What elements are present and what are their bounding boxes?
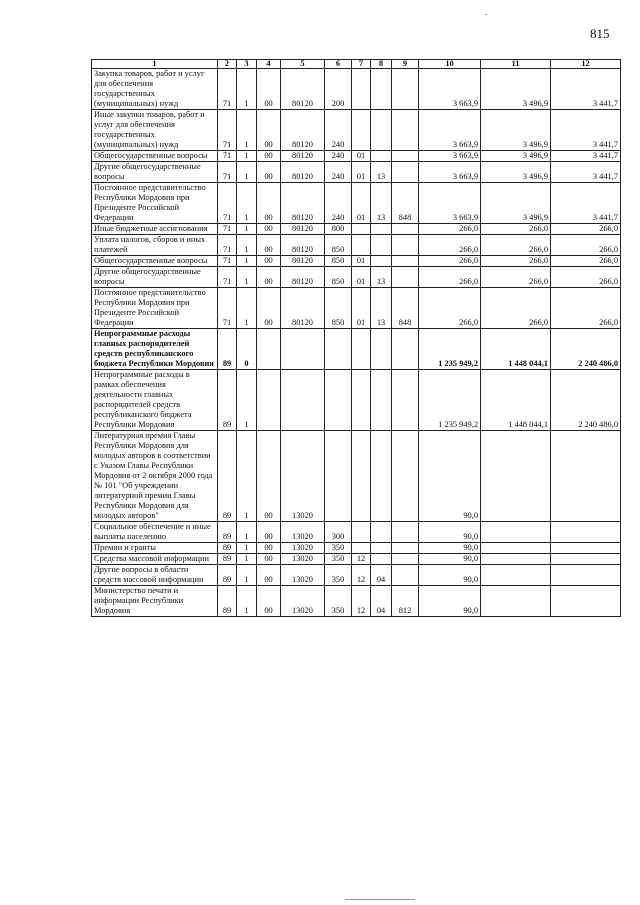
cell-c11: 3 496,9 [481, 69, 551, 110]
row-name-cell: Общегосударственные вопросы [92, 256, 218, 267]
row-name-cell: Другие общегосударственные вопросы [92, 162, 218, 183]
cell-c4: 00 [257, 151, 281, 162]
cell-c8 [371, 329, 392, 370]
cell-c11: 3 496,9 [481, 151, 551, 162]
cell-c10: 90,0 [419, 554, 481, 565]
cell-c3: 1 [237, 235, 257, 256]
cell-c4: 00 [257, 543, 281, 554]
table-row [92, 586, 621, 617]
cell-c2: 71 [218, 151, 237, 162]
column-header-7: 7 [352, 60, 371, 69]
cell-c5: 13020 [281, 431, 325, 522]
cell-c5: 80120 [281, 162, 325, 183]
cell-c6: 350 [325, 586, 352, 617]
cell-c3: 1 [237, 565, 257, 586]
table-row [92, 162, 621, 183]
cell-c6: 350 [325, 543, 352, 554]
cell-c10: 90,0 [419, 522, 481, 543]
cell-c5: 80120 [281, 267, 325, 288]
cell-c12 [551, 543, 621, 554]
cell-c8 [371, 256, 392, 267]
cell-c2: 71 [218, 69, 237, 110]
cell-c7 [352, 329, 371, 370]
cell-c10: 90,0 [419, 543, 481, 554]
row-name-cell: Постоянное представительство Республики Мордовия при Президенте Российской Федерации [92, 183, 218, 224]
cell-c3: 1 [237, 224, 257, 235]
cell-c9 [392, 329, 419, 370]
row-name-cell: Постоянное представительство Республики Мордовия при Президенте Российской Федерации [92, 288, 218, 329]
cell-c8 [371, 543, 392, 554]
budget-table [91, 59, 621, 617]
cell-c5: 80120 [281, 110, 325, 151]
cell-c3: 1 [237, 554, 257, 565]
cell-c7: 01 [352, 267, 371, 288]
cell-c9 [392, 151, 419, 162]
table-body [92, 69, 621, 617]
cell-c3: 1 [237, 256, 257, 267]
row-name-cell: Закупка товаров, работ и услуг для обеспечения государственных (муниципальных) нужд [92, 69, 218, 110]
cell-c7 [352, 224, 371, 235]
cell-c3: 1 [237, 543, 257, 554]
cell-c4: 00 [257, 586, 281, 617]
cell-c9 [392, 431, 419, 522]
cell-c7: 01 [352, 151, 371, 162]
cell-c5: 80120 [281, 288, 325, 329]
cell-c11: 266,0 [481, 256, 551, 267]
cell-c12: 3 441,7 [551, 162, 621, 183]
cell-c6: 850 [325, 235, 352, 256]
cell-c4: 00 [257, 183, 281, 224]
cell-c2: 71 [218, 183, 237, 224]
cell-c9 [392, 110, 419, 151]
cell-c8: 13 [371, 267, 392, 288]
row-name-cell: Непрограммные расходы главных распорядителей средств республиканского бюджета Республики Мордовия [92, 329, 218, 370]
cell-c10: 266,0 [419, 235, 481, 256]
cell-c3: 1 [237, 586, 257, 617]
cell-c2: 71 [218, 162, 237, 183]
cell-c5: 80120 [281, 224, 325, 235]
cell-c4 [257, 370, 281, 431]
cell-c9 [392, 235, 419, 256]
cell-c10: 90,0 [419, 431, 481, 522]
cell-c12: 3 441,7 [551, 69, 621, 110]
cell-c6: 240 [325, 162, 352, 183]
cell-c7: 01 [352, 256, 371, 267]
cell-c7: 12 [352, 565, 371, 586]
cell-c11: 266,0 [481, 235, 551, 256]
cell-c9 [392, 267, 419, 288]
cell-c3: 1 [237, 267, 257, 288]
cell-c9: 848 [392, 288, 419, 329]
cell-c12 [551, 522, 621, 543]
header-row [92, 60, 621, 69]
cell-c6: 240 [325, 110, 352, 151]
table-row [92, 256, 621, 267]
cell-c11: 266,0 [481, 288, 551, 329]
cell-c12: 2 240 486,0 [551, 329, 621, 370]
cell-c6: 200 [325, 69, 352, 110]
table-row [92, 431, 621, 522]
cell-c8 [371, 224, 392, 235]
table-row [92, 370, 621, 431]
column-header-10: 10 [419, 60, 481, 69]
cell-c7: 01 [352, 162, 371, 183]
page-number: 815 [590, 26, 610, 41]
cell-c10: 1 235 949,2 [419, 329, 481, 370]
table-row [92, 554, 621, 565]
cell-c11 [481, 586, 551, 617]
cell-c6: 850 [325, 267, 352, 288]
cell-c4: 00 [257, 267, 281, 288]
cell-c3: 1 [237, 162, 257, 183]
cell-c3: 1 [237, 110, 257, 151]
cell-c8 [371, 431, 392, 522]
cell-c4: 00 [257, 522, 281, 543]
cell-c10: 266,0 [419, 288, 481, 329]
cell-c12: 3 441,7 [551, 151, 621, 162]
cell-c12 [551, 586, 621, 617]
cell-c6: 240 [325, 183, 352, 224]
cell-c9 [392, 224, 419, 235]
cell-c5: 80120 [281, 151, 325, 162]
cell-c10: 266,0 [419, 224, 481, 235]
cell-c10: 1 235 949,2 [419, 370, 481, 431]
table-row [92, 267, 621, 288]
cell-c8: 04 [371, 565, 392, 586]
cell-c7 [352, 431, 371, 522]
cell-c12: 266,0 [551, 267, 621, 288]
cell-c2: 89 [218, 522, 237, 543]
cell-c2: 89 [218, 370, 237, 431]
cell-c2: 89 [218, 431, 237, 522]
cell-c9 [392, 554, 419, 565]
cell-c11 [481, 431, 551, 522]
cell-c5: 13020 [281, 565, 325, 586]
cell-c4: 00 [257, 431, 281, 522]
cell-c12: 266,0 [551, 256, 621, 267]
cell-c8 [371, 554, 392, 565]
cell-c2: 71 [218, 235, 237, 256]
cell-c2: 71 [218, 288, 237, 329]
column-header-11: 11 [481, 60, 551, 69]
row-name-cell: Министерство печати и информации Республики Мордовия [92, 586, 218, 617]
cell-c8: 13 [371, 183, 392, 224]
scan-mark-bottom [345, 899, 415, 900]
table-row [92, 69, 621, 110]
table-row [92, 522, 621, 543]
cell-c11: 3 496,9 [481, 110, 551, 151]
cell-c11 [481, 554, 551, 565]
table-row [92, 235, 621, 256]
cell-c8: 04 [371, 586, 392, 617]
cell-c2: 89 [218, 565, 237, 586]
row-name-cell: Премии и гранты [92, 543, 218, 554]
cell-c6: 240 [325, 151, 352, 162]
cell-c9 [392, 543, 419, 554]
cell-c12: 3 441,7 [551, 110, 621, 151]
cell-c4: 00 [257, 554, 281, 565]
cell-c5: 80120 [281, 256, 325, 267]
cell-c4 [257, 329, 281, 370]
cell-c3: 1 [237, 183, 257, 224]
cell-c2: 89 [218, 329, 237, 370]
cell-c9: 812 [392, 586, 419, 617]
cell-c4: 00 [257, 69, 281, 110]
cell-c12 [551, 431, 621, 522]
cell-c6: 850 [325, 256, 352, 267]
cell-c7 [352, 370, 371, 431]
cell-c8: 13 [371, 288, 392, 329]
cell-c12: 3 441,7 [551, 183, 621, 224]
cell-c6: 800 [325, 224, 352, 235]
cell-c11 [481, 565, 551, 586]
row-name-cell: Другие вопросы в области средств массовой информации [92, 565, 218, 586]
cell-c11 [481, 522, 551, 543]
cell-c11: 266,0 [481, 224, 551, 235]
cell-c3: 1 [237, 431, 257, 522]
cell-c5: 80120 [281, 183, 325, 224]
table-row [92, 543, 621, 554]
table-header [92, 60, 621, 69]
column-header-5: 5 [281, 60, 325, 69]
row-name-cell: Социальное обеспечение и иные выплаты населению [92, 522, 218, 543]
cell-c2: 71 [218, 267, 237, 288]
cell-c5 [281, 329, 325, 370]
column-header-4: 4 [257, 60, 281, 69]
cell-c9 [392, 522, 419, 543]
cell-c12: 2 240 486,0 [551, 370, 621, 431]
cell-c6 [325, 329, 352, 370]
column-header-3: 3 [237, 60, 257, 69]
cell-c5: 13020 [281, 522, 325, 543]
row-name-cell: Средства массовой информации [92, 554, 218, 565]
cell-c6 [325, 370, 352, 431]
cell-c9: 848 [392, 183, 419, 224]
cell-c3: 1 [237, 288, 257, 329]
table-row [92, 183, 621, 224]
cell-c6: 300 [325, 522, 352, 543]
cell-c6: 850 [325, 288, 352, 329]
cell-c9 [392, 256, 419, 267]
cell-c7 [352, 522, 371, 543]
column-header-8: 8 [371, 60, 392, 69]
column-header-6: 6 [325, 60, 352, 69]
column-header-12: 12 [551, 60, 621, 69]
cell-c8 [371, 522, 392, 543]
cell-c5: 13020 [281, 543, 325, 554]
cell-c5: 13020 [281, 554, 325, 565]
scan-mark [485, 14, 487, 15]
cell-c11: 1 448 044,1 [481, 329, 551, 370]
cell-c11: 3 496,9 [481, 183, 551, 224]
cell-c3: 1 [237, 151, 257, 162]
cell-c6 [325, 431, 352, 522]
cell-c10: 90,0 [419, 565, 481, 586]
cell-c6: 350 [325, 565, 352, 586]
cell-c7 [352, 543, 371, 554]
cell-c4: 00 [257, 288, 281, 329]
table-row [92, 565, 621, 586]
cell-c2: 89 [218, 543, 237, 554]
cell-c8 [371, 69, 392, 110]
cell-c8 [371, 370, 392, 431]
cell-c8: 13 [371, 162, 392, 183]
cell-c3: 1 [237, 370, 257, 431]
cell-c10: 3 663,9 [419, 151, 481, 162]
row-name-cell: Другие общегосударственные вопросы [92, 267, 218, 288]
row-name-cell: Непрограммные расходы в рамках обеспечения деятельности главных распорядителей средств республиканского бюджета Республики Мордовия [92, 370, 218, 431]
cell-c12: 266,0 [551, 235, 621, 256]
cell-c9 [392, 565, 419, 586]
column-header-2: 2 [218, 60, 237, 69]
cell-c12: 266,0 [551, 288, 621, 329]
cell-c4: 00 [257, 565, 281, 586]
cell-c4: 00 [257, 162, 281, 183]
cell-c9 [392, 69, 419, 110]
cell-c2: 89 [218, 586, 237, 617]
row-name-cell: Уплата налогов, сборов и иных платежей [92, 235, 218, 256]
cell-c12 [551, 565, 621, 586]
table-row [92, 329, 621, 370]
cell-c7: 12 [352, 586, 371, 617]
table-row [92, 151, 621, 162]
cell-c5: 80120 [281, 235, 325, 256]
cell-c12: 266,0 [551, 224, 621, 235]
cell-c3: 1 [237, 69, 257, 110]
cell-c11: 1 448 044,1 [481, 370, 551, 431]
row-name-cell: Литературная премия Главы Республики Мордовия для молодых авторов в соответствии с Указом Главы Республики Мордовия от 2 октября 2000 года № 101 "Об учреждении литературной премии Главы Республики Мордовия для молодых авторов" [92, 431, 218, 522]
cell-c4: 00 [257, 235, 281, 256]
cell-c5: 80120 [281, 69, 325, 110]
cell-c4: 00 [257, 110, 281, 151]
cell-c4: 00 [257, 224, 281, 235]
cell-c6: 350 [325, 554, 352, 565]
column-header-1: 1 [92, 60, 218, 69]
table-row [92, 110, 621, 151]
table-row [92, 288, 621, 329]
cell-c7 [352, 69, 371, 110]
table-row [92, 224, 621, 235]
cell-c3: 1 [237, 522, 257, 543]
cell-c2: 71 [218, 256, 237, 267]
cell-c7 [352, 235, 371, 256]
cell-c7 [352, 110, 371, 151]
cell-c2: 89 [218, 554, 237, 565]
cell-c7: 01 [352, 183, 371, 224]
cell-c10: 3 663,9 [419, 69, 481, 110]
cell-c7: 01 [352, 288, 371, 329]
cell-c8 [371, 110, 392, 151]
cell-c4: 00 [257, 256, 281, 267]
cell-c2: 71 [218, 110, 237, 151]
cell-c5: 13020 [281, 586, 325, 617]
cell-c10: 3 663,9 [419, 183, 481, 224]
cell-c12 [551, 554, 621, 565]
cell-c8 [371, 235, 392, 256]
row-name-cell: Иные бюджетные ассигнования [92, 224, 218, 235]
cell-c10: 3 663,9 [419, 162, 481, 183]
cell-c8 [371, 151, 392, 162]
column-header-9: 9 [392, 60, 419, 69]
cell-c10: 266,0 [419, 256, 481, 267]
cell-c7: 12 [352, 554, 371, 565]
cell-c9 [392, 162, 419, 183]
cell-c10: 90,0 [419, 586, 481, 617]
cell-c10: 266,0 [419, 267, 481, 288]
cell-c9 [392, 370, 419, 431]
row-name-cell: Иные закупки товаров, работ и услуг для обеспечения государственных (муниципальных) нужд [92, 110, 218, 151]
row-name-cell: Общегосударственные вопросы [92, 151, 218, 162]
cell-c11: 266,0 [481, 267, 551, 288]
cell-c11: 3 496,9 [481, 162, 551, 183]
cell-c2: 71 [218, 224, 237, 235]
cell-c3: 0 [237, 329, 257, 370]
cell-c11 [481, 543, 551, 554]
cell-c5 [281, 370, 325, 431]
cell-c10: 3 663,9 [419, 110, 481, 151]
